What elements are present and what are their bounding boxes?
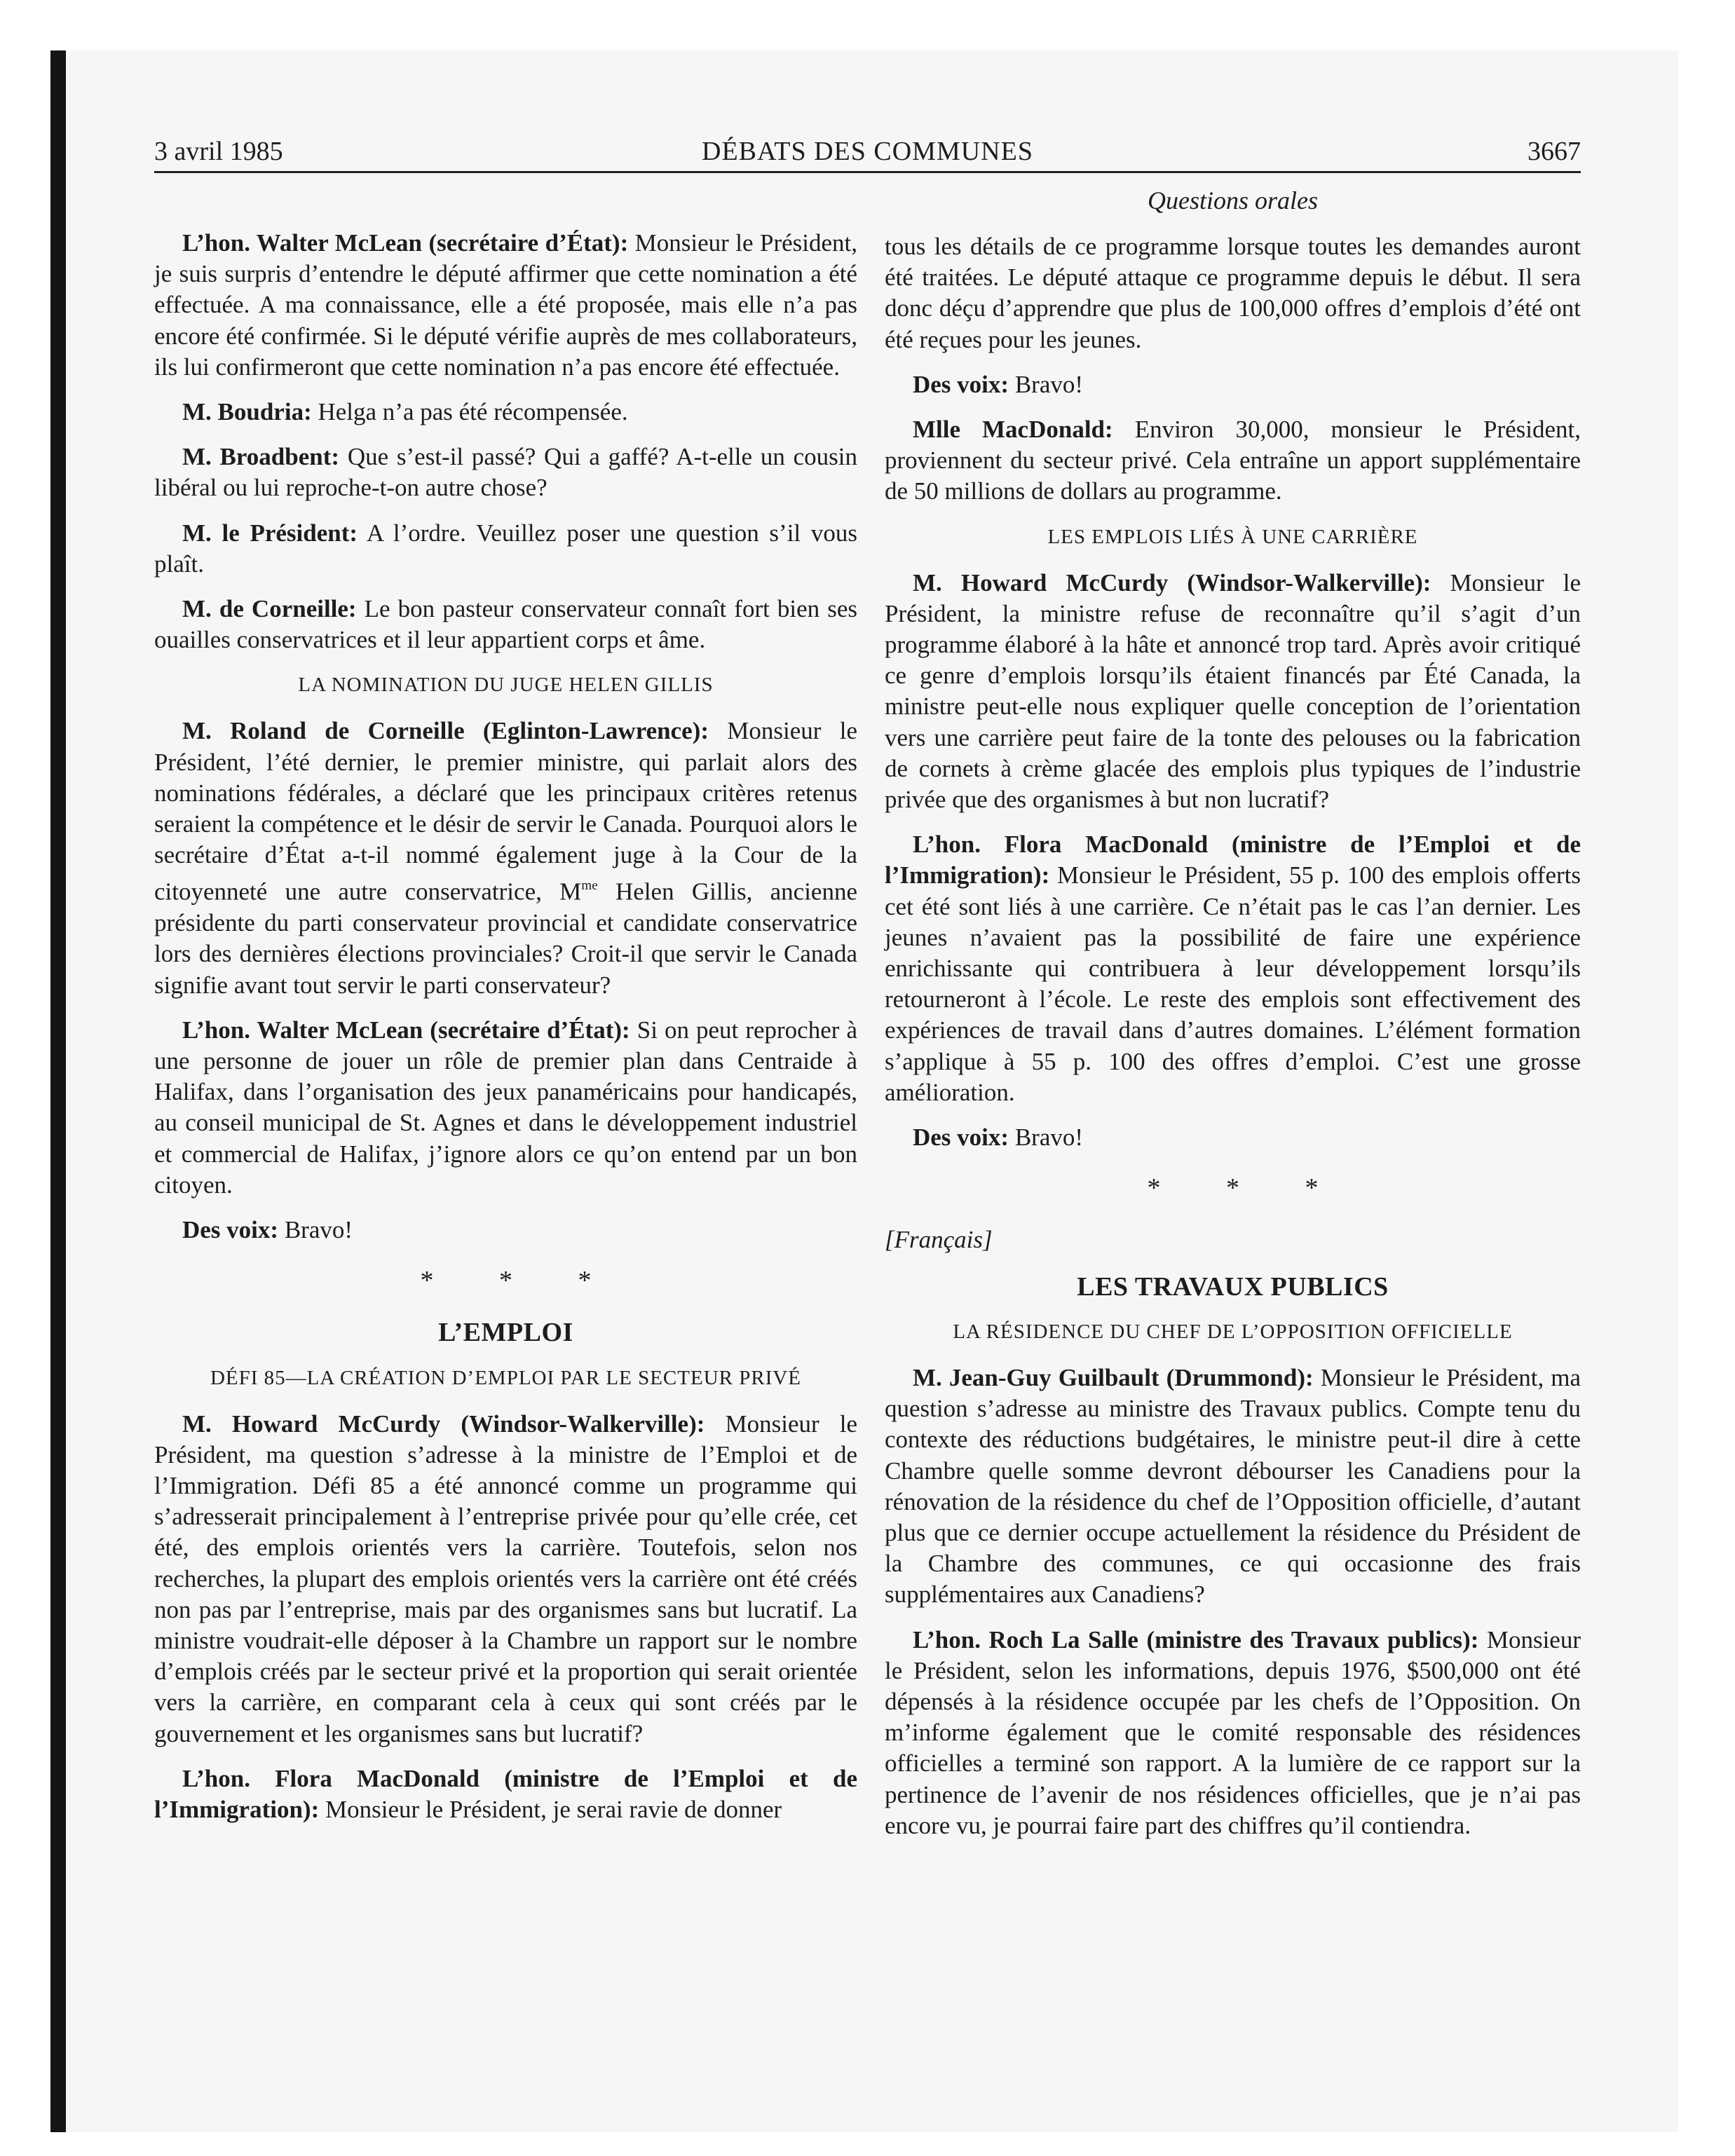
speaker-name: L’hon. Walter McLean (secrétaire d’État): — [182, 1016, 630, 1044]
speaker-name: Des voix: — [913, 1124, 1009, 1152]
subheading: LA NOMINATION DU JUGE HELEN GILLIS — [298, 674, 714, 697]
paragraph — [154, 1215, 857, 1246]
speech-text: Bravo! — [1009, 370, 1084, 398]
speech-text: Monsieur le Président, selon les informations, depuis 1976, $500,000 ont été dépensés à la résidence occupée par les chefs de l’Opposition. On m’informe également que le comité responsable des résidences officielles a terminé son rapport. A la lumière de ce rapport sur la pertinence de l’avenir de nos résidences officielles, que je n’ai pas encore vu, je pourrai faire part des chiffres qu’il contiendra. — [885, 1625, 1581, 1839]
speech-text: Monsieur le Président, je suis surpris d’entendre le député affirmer que cette nomination a été effectuée. A ma connaissance, elle a été proposée, mais elle n’a pas encore été confirmée. Si le député vérifie auprès de mes collaborateurs, ils lui confirmeront que cette nomination n’a pas encore été effectuée. — [154, 229, 857, 381]
speech-text: Monsieur le Président, ma question s’adresse à la ministre de l’Emploi et de l’Immigration. Défi 85 a été annoncé comme un programme qui s’adresserait principalement à l’entreprise privée pour qu’elle crée, cet été, des emplois orientés vers la carrière. Toutefois, selon nos recherches, la plupart des emplois orientés vers la carrière ont été créés non pas par l’entreprise, mais par des organismes sans but lucratif. La ministre voudrait-elle déposer à la Chambre un rapport sur le nombre d’emplois créés par le secteur privé et la proportion qui serait orientée vers la carrière, en comparant cela à ceux qui sont créés par le gouvernement et les organismes sans but lucratif? — [154, 1410, 857, 1747]
paragraph — [885, 369, 1581, 400]
speech-text: Monsieur le Président, l’été dernier, le premier ministre, qui parlait alors des nominations fédérales, a déclaré que les principaux critères retenus seraient la compétence et le désir de servir le Canada. Pourquoi alors le secrétaire d’État a-t-il nommé également juge à la Cour de la citoyenneté une autre conservatrice, M — [154, 717, 857, 906]
right-column — [885, 231, 1581, 1855]
paragraph — [885, 414, 1581, 507]
paragraph — [885, 1122, 1581, 1153]
speech-text: Environ 30,000, monsieur le Président, proviennent du secteur privé. Cela entraîne un apport supplémentaire de 50 millions de dollars au programme. — [885, 416, 1581, 505]
paragraph — [885, 829, 1581, 1108]
subheading: DÉFI 85—LA CRÉATION D’EMPLOI PAR LE SECTEUR PRIVÉ — [210, 1366, 802, 1389]
left-column — [154, 228, 857, 1839]
paragraph — [885, 568, 1581, 816]
scan-edge-shadow — [50, 50, 66, 2132]
speaker-name: L’hon. Roch La Salle (ministre des Travaux publics): — [913, 1625, 1479, 1653]
speaker-name: M. Boudria: — [182, 398, 312, 426]
speech-text: Monsieur le Président, je serai ravie de donner — [319, 1795, 782, 1823]
section-separator: * * * — [1147, 1173, 1348, 1203]
language-tag: [Français] — [885, 1226, 993, 1254]
speech-text: Bravo! — [1009, 1124, 1084, 1152]
paragraph — [154, 228, 857, 383]
paragraph — [154, 716, 857, 1000]
paragraph — [885, 231, 1581, 355]
speaker-name: M. de Corneille: — [182, 595, 357, 623]
subheading: LES EMPLOIS LIÉS À UNE CARRIÈRE — [1047, 525, 1418, 548]
page-header — [154, 130, 1581, 173]
paragraph — [154, 518, 857, 580]
header-title: DÉBATS DES COMMUNES — [702, 137, 1033, 166]
speech-text: A l’ordre. Veuillez poser une question s’il vous plaît. — [154, 519, 857, 578]
header-page-number: 3667 — [1528, 137, 1581, 166]
speech-text: Monsieur le Président, ma question s’adresse au ministre des Travaux publics. Compte tenu du contexte des réductions budgétaires, le ministre peut-il dire à cette Chambre quelle somme devront débourser les Canadiens pour la rénovation de la résidence du chef de l’Opposition officielle, d’autant plus que ce dernier occupe actuellement la résidence du Président de la Chambre des communes, ce qui occasionne des frais supplémentaires aux Canadiens? — [885, 1363, 1581, 1609]
paragraph — [885, 1363, 1581, 1611]
speech-text: Le bon pasteur conservateur connaît fort bien ses ouailles conservatrices et il leur appartient corps et âme. — [154, 595, 857, 654]
speech-text: Helen Gillis, ancienne présidente du parti conservateur provincial et candidate conservatrice lors des dernières élections provinciales? Croit-il que servir le Canada signifie avant tout servir le parti conservateur? — [154, 878, 857, 999]
speech-text: Que s’est-il passé? Qui a gaffé? A-t-elle un cousin libéral ou lui reproche-t-on autre chose? — [154, 443, 857, 502]
speaker-name: M. Howard McCurdy (Windsor-Walkerville): — [913, 568, 1431, 596]
speech-text: Monsieur le Président, 55 p. 100 des emplois offerts cet été sont liés à une carrière. Ce n’était pas le cas l’an dernier. Les jeunes n’avaient pas la possibilité de faire une expérience enrichissante qui contribuera à leur développement lorsqu’ils retourneront à l’école. Le reste des emplois sont effectivement des expériences de travail dans d’autres domaines. L’élément formation s’applique à 55 p. 100 des offres d’emploi. C’est une grosse amélioration. — [885, 861, 1581, 1106]
speaker-name: L’hon. Flora MacDonald (ministre de l’Emploi et de l’Immigration): — [154, 1764, 857, 1823]
speaker-name: M. Howard McCurdy (Windsor-Walkerville): — [182, 1410, 705, 1438]
speaker-name: Des voix: — [182, 1215, 279, 1243]
speech-text: Bravo! — [278, 1215, 353, 1243]
speaker-name: M. Jean-Guy Guilbault (Drummond): — [913, 1363, 1314, 1391]
speaker-name: M. Roland de Corneille (Eglinton-Lawrence): — [182, 717, 709, 745]
paragraph — [154, 1015, 857, 1201]
speaker-name: M. le Président: — [182, 519, 358, 547]
section-heading: L’EMPLOI — [438, 1318, 573, 1348]
speech-text: Helga n’a pas été récompensée. — [311, 398, 628, 426]
subheading: LA RÉSIDENCE DU CHEF DE L’OPPOSITION OFFICIELLE — [953, 1320, 1513, 1343]
speech-text: Monsieur le Président, la ministre refuse de reconnaître qu’il s’agit d’un programme élaboré à la hâte et annoncé trop tard. Après avoir critiqué ce genre d’emplois lorsqu’ils étaient financés par Été Canada, la ministre peut-elle nous expliquer quelle conception de l’orientation vers une carrière peut faire de la tonte des pelouses ou la fabrication de cornets à crème glacée des emplois plus typiques de l’industrie privée que des organismes à but non lucratif? — [885, 568, 1581, 814]
section-heading: LES TRAVAUX PUBLICS — [1077, 1271, 1389, 1302]
paragraph — [154, 1409, 857, 1749]
superscript: me — [581, 878, 598, 894]
speaker-name: L’hon. Walter McLean (secrétaire d’État): — [182, 229, 629, 257]
section-separator: * * * — [420, 1266, 621, 1296]
speech-text: tous les détails de ce programme lorsque toutes les demandes auront été traitées. Le député attaque ce programme depuis le début. Il sera donc déçu d’apprendre que plus de 100,000 offres d’emplois d’été ont été reçues pour les jeunes. — [885, 233, 1581, 353]
header-date: 3 avril 1985 — [154, 137, 283, 166]
speaker-name: Des voix: — [913, 370, 1009, 398]
paragraph — [154, 1763, 857, 1825]
speaker-name: M. Broadbent: — [182, 443, 340, 471]
speaker-name: Mlle MacDonald: — [913, 416, 1113, 444]
speech-text: Si on peut reprocher à une personne de jouer un rôle de premier plan dans Centraide à Halifax, dans l’organisation des jeux panaméricains pour handicapés, au conseil municipal de St. Agnes et dans le développement industriel et commercial de Halifax, j’ignore alors ce qu’on entend par un bon citoyen. — [154, 1016, 857, 1199]
paragraph — [885, 1625, 1581, 1841]
scan-margin-top — [0, 0, 1735, 50]
paragraph — [154, 594, 857, 655]
running-head: Questions orales — [1148, 186, 1318, 214]
speaker-name: L’hon. Flora MacDonald (ministre de l’Emploi et de l’Immigration): — [885, 831, 1581, 889]
paragraph — [154, 442, 857, 503]
paragraph — [154, 397, 857, 428]
